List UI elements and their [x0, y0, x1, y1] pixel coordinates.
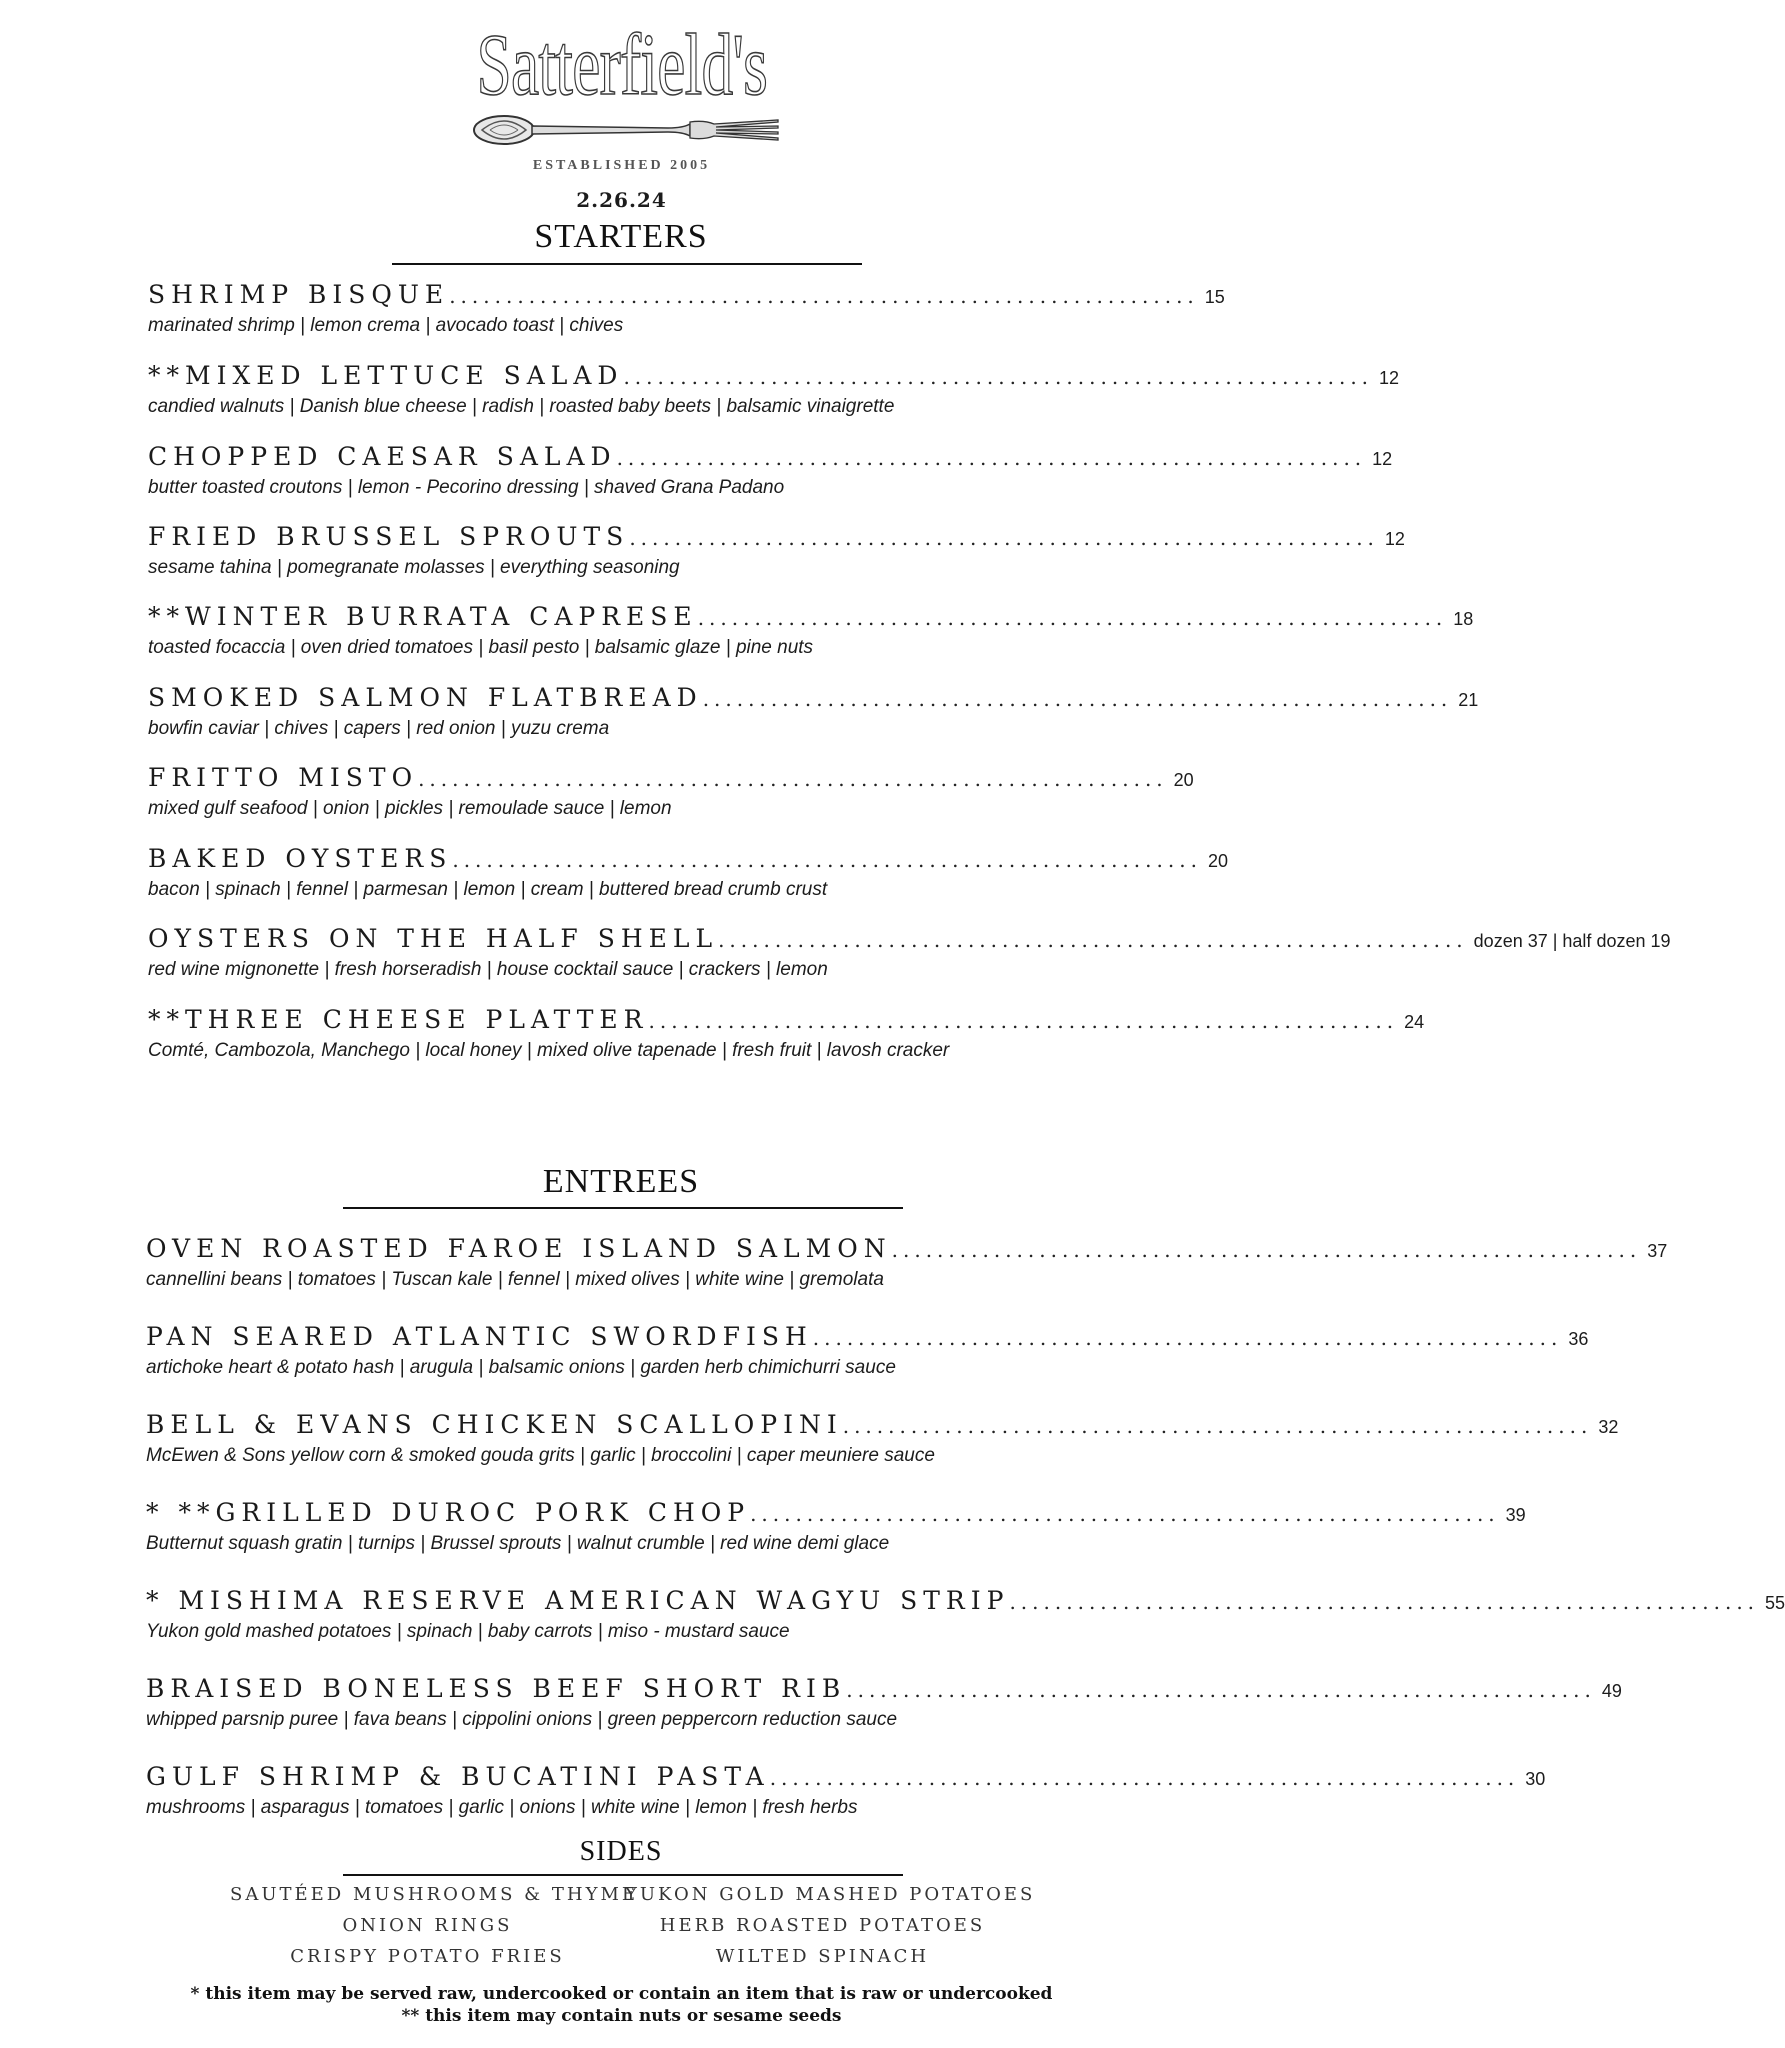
- item-description: cannellini beans | tomatoes | Tuscan kale | fennel | mixed olives | white wine | gremolata: [146, 1269, 884, 1290]
- item-name: GULF SHRIMP & BUCATINI PASTA: [146, 1762, 770, 1791]
- item-price: 39: [1505, 1505, 1526, 1525]
- item-description: butter toasted croutons | lemon - Pecorino dressing | shaved Grana Padano: [148, 477, 785, 498]
- item-name: BRAISED BONELESS BEEF SHORT RIB: [146, 1674, 847, 1703]
- side-item: ONION RINGS: [342, 1915, 513, 1936]
- leader-dots: ..................................................................: [846, 1678, 1596, 1702]
- item-price: 12: [1372, 449, 1393, 469]
- item-name: **THREE CHEESE PLATTER: [148, 1005, 649, 1034]
- item-description: red wine mignonette | fresh horseradish | house cocktail sauce | crackers | lemon: [148, 959, 828, 980]
- item-name: * **GRILLED DUROC PORK CHOP: [146, 1498, 751, 1527]
- item-price: 24: [1404, 1012, 1425, 1032]
- starter-item: [148, 763, 1194, 820]
- item-name: CHOPPED CAESAR SALAD: [148, 442, 617, 471]
- side-item: CRISPY POTATO FRIES: [290, 1946, 565, 1967]
- starters-divider: [392, 263, 862, 265]
- sides-title: SIDES: [579, 1836, 663, 1867]
- logo: [0, 18, 1243, 114]
- established-text: ESTABLISHED 2005: [532, 158, 711, 173]
- leader-dots: ..................................................................: [812, 1326, 1563, 1350]
- item-description: candied walnuts | Danish blue cheese | radish | roasted baby beets | balsamic vinaigrette: [148, 396, 895, 417]
- item-name: SMOKED SALMON FLATBREAD: [148, 683, 703, 712]
- item-price: 37: [1647, 1241, 1668, 1261]
- starter-item: [148, 844, 1228, 901]
- leader-dots: ..................................................................: [718, 928, 1468, 952]
- entree-item: [146, 1498, 1526, 1555]
- item-description: McEwen & Sons yellow corn & smoked gouda grits | garlic | broccolini | caper meuniere sauce: [146, 1445, 935, 1466]
- starters-title: STARTERS: [534, 218, 708, 255]
- item-description: sesame tahina | pomegranate molasses | everything seasoning: [148, 557, 680, 578]
- leader-dots: ..................................................................: [418, 767, 1168, 791]
- item-price: 20: [1173, 770, 1194, 790]
- item-name: FRITTO MISTO: [148, 763, 419, 792]
- starter-item: [148, 522, 1405, 579]
- item-name: BAKED OYSTERS: [148, 844, 453, 873]
- item-description: bowfin caviar | chives | capers | red onion | yuzu crema: [148, 718, 610, 739]
- menu-date: 2.26.24: [576, 188, 667, 212]
- item-description: bacon | spinach | fennel | parmesan | lemon | cream | buttered bread crumb crust: [148, 879, 828, 900]
- leader-dots: ..................................................................: [616, 446, 1367, 470]
- item-description: Butternut squash gratin | turnips | Brussel sprouts | walnut crumble | red wine demi glace: [146, 1533, 890, 1554]
- item-price: 30: [1525, 1769, 1546, 1789]
- item-price: 49: [1601, 1681, 1622, 1701]
- starter-item: [148, 442, 1393, 499]
- item-name: * MISHIMA RESERVE AMERICAN WAGYU STRIP: [146, 1586, 1010, 1615]
- item-price: 15: [1204, 287, 1225, 307]
- item-description: marinated shrimp | lemon crema | avocado toast | chives: [148, 315, 624, 336]
- item-name: **WINTER BURRATA CAPRESE: [148, 602, 698, 631]
- starter-item: [148, 1005, 1425, 1062]
- entree-item: [146, 1762, 1546, 1819]
- item-price: 20: [1207, 851, 1228, 871]
- side-item: SAUTÉED MUSHROOMS & THYME: [230, 1884, 639, 1905]
- item-name: **MIXED LETTUCE SALAD: [148, 361, 624, 390]
- side-item: HERB ROASTED POTATOES: [659, 1915, 986, 1936]
- item-price: dozen 37 | half dozen 19: [1473, 931, 1671, 951]
- sides-divider: [343, 1874, 903, 1876]
- side-item: YUKON GOLD MASHED POTATOES: [625, 1884, 1036, 1905]
- item-description: Comté, Cambozola, Manchego | local honey | mixed olive tapenade | fresh fruit | lavosh cracker: [148, 1040, 950, 1061]
- entrees-title: ENTREES: [542, 1163, 700, 1200]
- starter-item: [148, 280, 1225, 337]
- entree-item: [146, 1674, 1622, 1731]
- entree-item: [146, 1322, 1589, 1379]
- leader-dots: ..................................................................: [629, 526, 1379, 550]
- item-name: FRIED BRUSSEL SPROUTS: [148, 522, 630, 551]
- item-price: 36: [1568, 1329, 1589, 1349]
- item-description: Yukon gold mashed potatoes | spinach | baby carrots | miso - mustard sauce: [146, 1621, 790, 1642]
- item-description: toasted focaccia | oven dried tomatoes | basil pesto | balsamic glaze | pine nuts: [148, 637, 814, 658]
- entree-item: [146, 1586, 1785, 1643]
- leader-dots: ..................................................................: [702, 687, 1453, 711]
- item-description: mushrooms | asparagus | tomatoes | garlic | onions | white wine | lemon | fresh herbs: [146, 1797, 858, 1818]
- item-price: 32: [1598, 1417, 1619, 1437]
- item-price: 12: [1384, 529, 1405, 549]
- item-name: OVEN ROASTED FAROE ISLAND SALMON: [146, 1234, 892, 1263]
- starter-item: [148, 602, 1474, 659]
- item-name: SHRIMP BISQUE: [148, 280, 450, 309]
- item-description: artichoke heart & potato hash | arugula | balsamic onions | garden herb chimichurri sauce: [146, 1357, 896, 1378]
- item-name: PAN SEARED ATLANTIC SWORDFISH: [146, 1322, 813, 1351]
- leader-dots: ..................................................................: [697, 606, 1448, 630]
- leader-dots: ..................................................................: [623, 365, 1374, 389]
- entree-item: [146, 1410, 1619, 1467]
- starter-item: [148, 924, 1671, 981]
- item-price: 55: [1765, 1593, 1785, 1613]
- leader-dots: ..................................................................: [452, 848, 1202, 872]
- entrees-divider: [343, 1207, 903, 1209]
- logo-text: Satterfield's: [476, 17, 767, 114]
- leader-dots: ..................................................................: [842, 1414, 1593, 1438]
- item-price: 21: [1458, 690, 1479, 710]
- footnote-raw: * this item may be served raw, undercooked or contain an item that is raw or undercooked: [190, 1984, 1053, 2004]
- starter-item: [148, 683, 1479, 740]
- item-name: BELL & EVANS CHICKEN SCALLOPINI: [146, 1410, 843, 1439]
- leader-dots: ..................................................................: [648, 1009, 1399, 1033]
- item-name: OYSTERS ON THE HALF SHELL: [148, 924, 719, 953]
- item-description: mixed gulf seafood | onion | pickles | remoulade sauce | lemon: [148, 798, 672, 819]
- item-description: whipped parsnip puree | fava beans | cippolini onions | green peppercorn reduction sauce: [146, 1709, 898, 1730]
- fork-icon: [468, 106, 788, 154]
- entree-item: [146, 1234, 1668, 1291]
- starter-item: [148, 361, 1400, 418]
- side-item: WILTED SPINACH: [715, 1946, 930, 1967]
- leader-dots: ..................................................................: [750, 1502, 1500, 1526]
- leader-dots: ..................................................................: [891, 1238, 1642, 1262]
- leader-dots: ..................................................................: [449, 284, 1199, 308]
- leader-dots: ..................................................................: [1009, 1590, 1760, 1614]
- leader-dots: ..................................................................: [769, 1766, 1520, 1790]
- footnote-nuts: ** this item may contain nuts or sesame seeds: [401, 2006, 842, 2026]
- item-price: 18: [1453, 609, 1474, 629]
- item-price: 12: [1379, 368, 1400, 388]
